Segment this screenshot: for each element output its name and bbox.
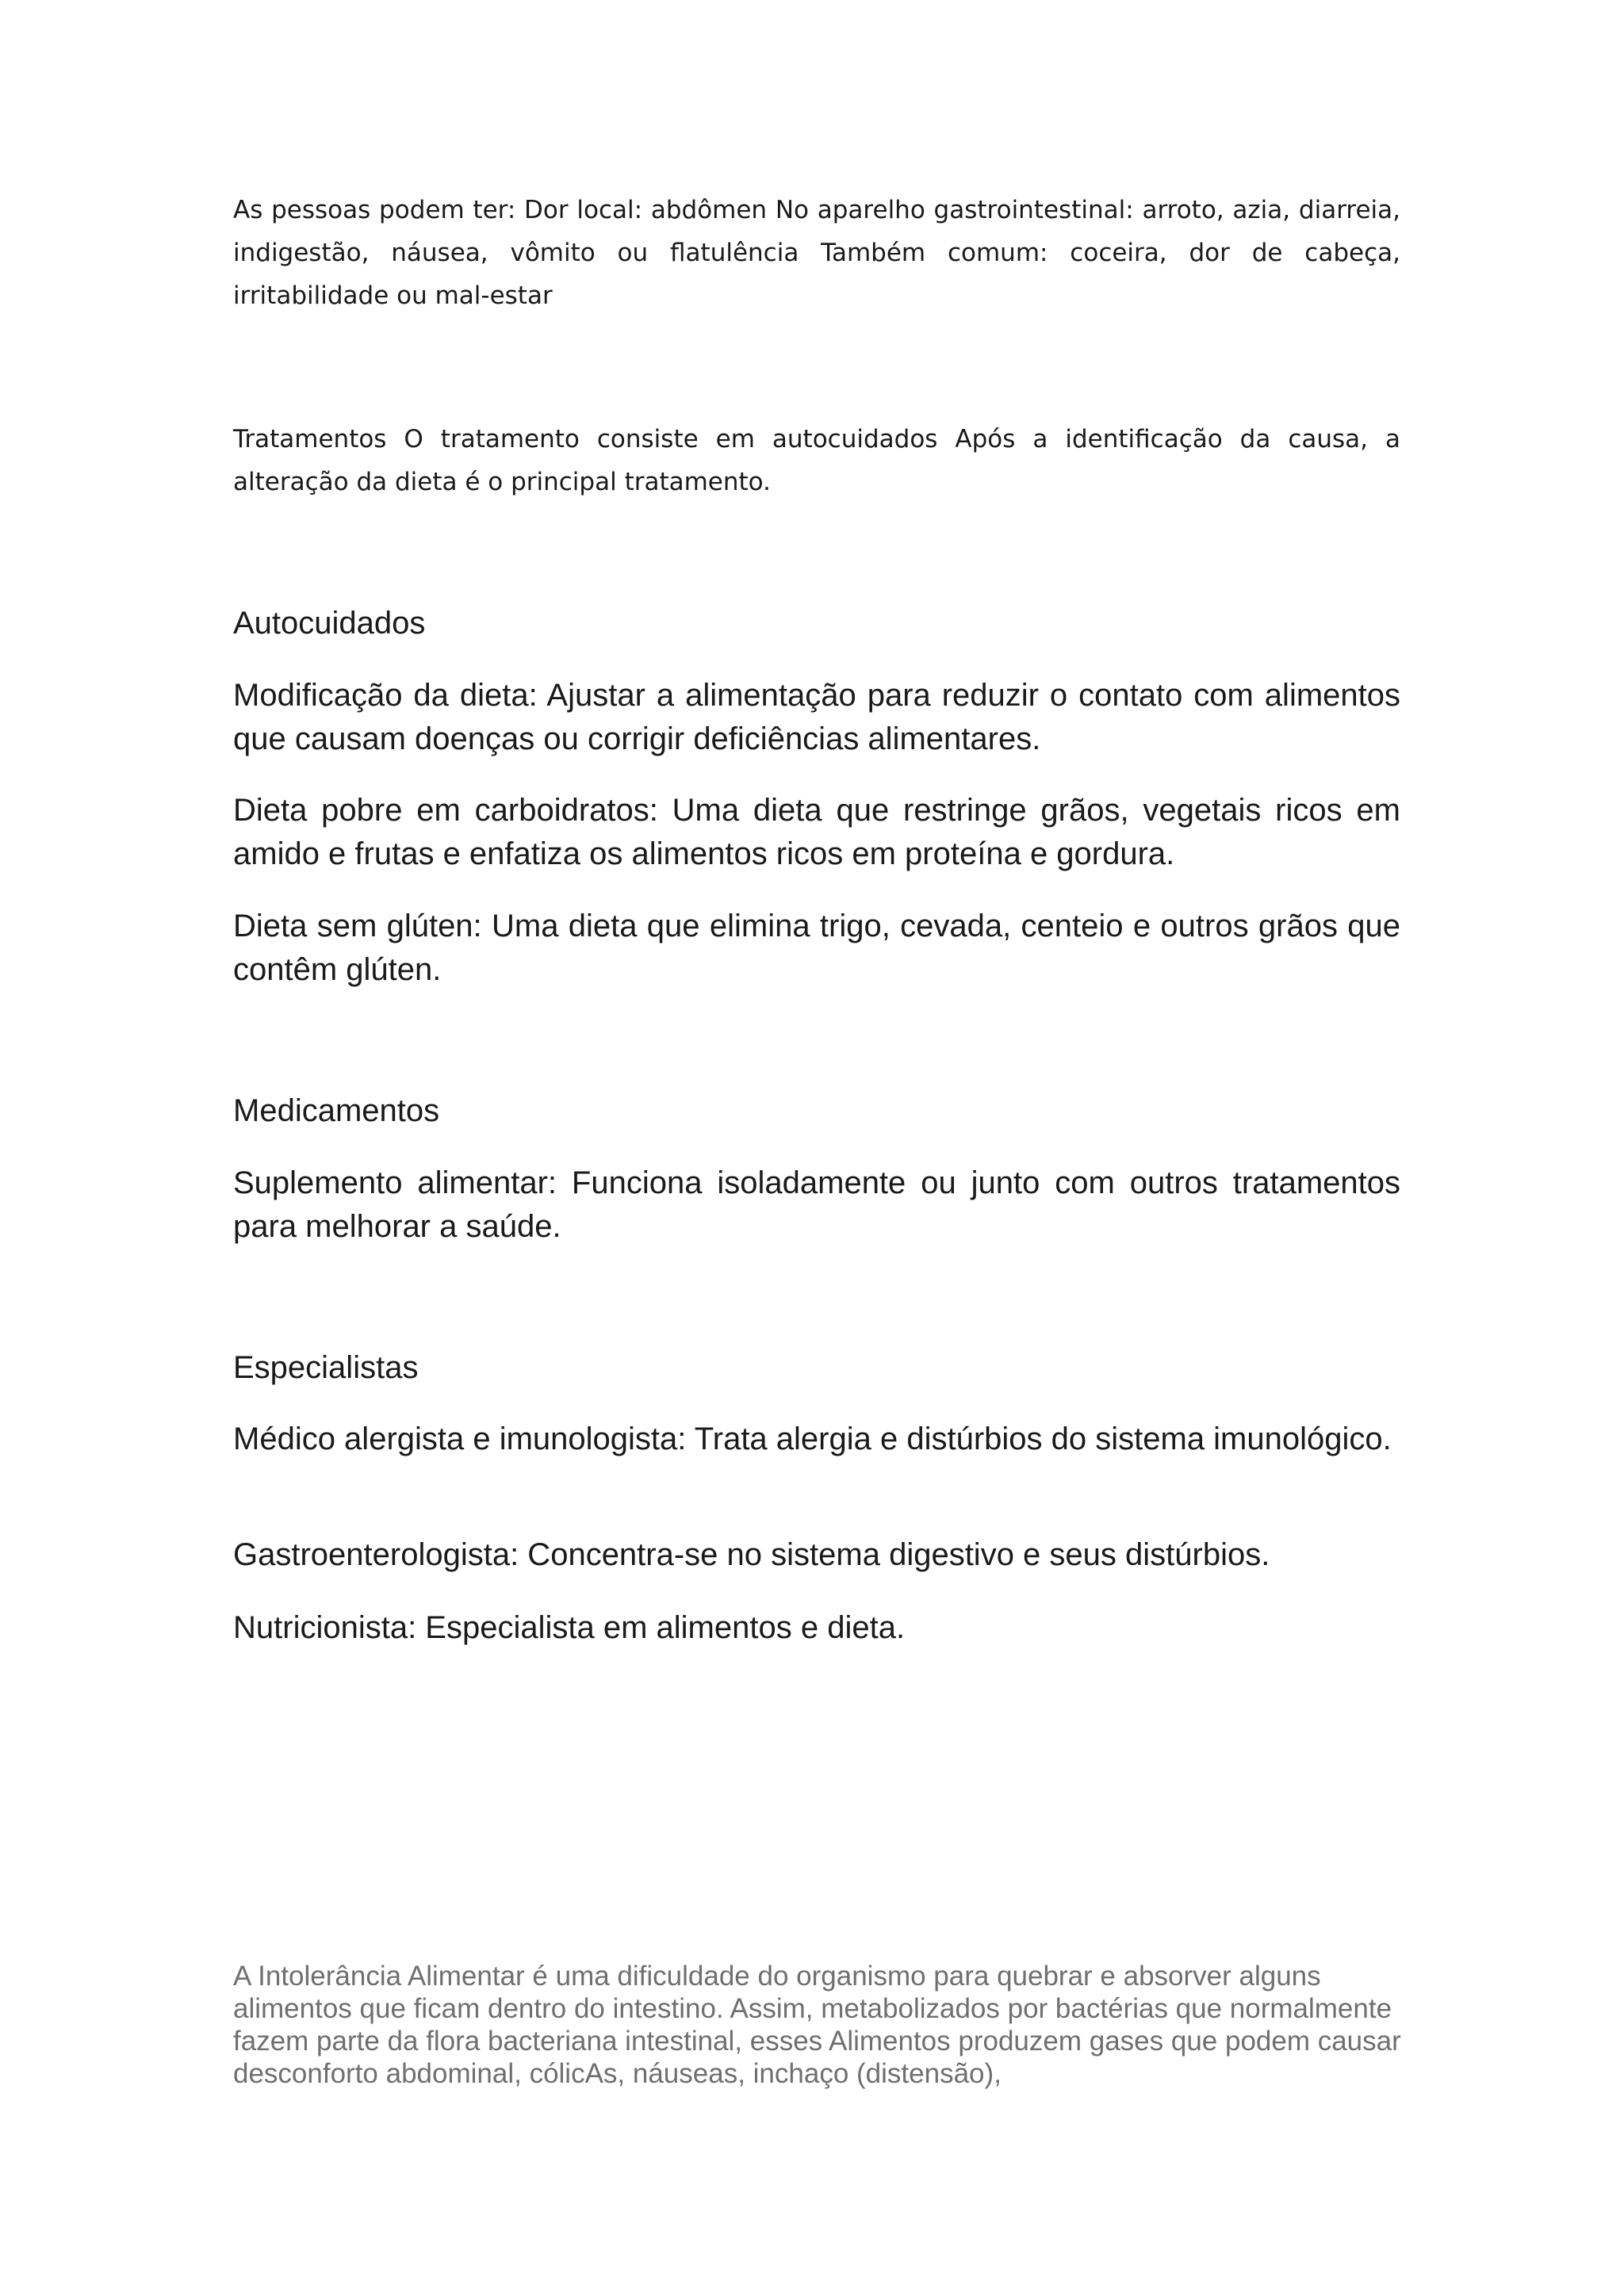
treatment-paragraph: Tratamentos O tratamento consiste em autocuidados Após a identificação da causa, a alteração da dieta é o principal tratamento. — [233, 425, 1400, 496]
selfcare-item-diet-modification: Modificação da dieta: Ajustar a alimentação para reduzir o contato com alimentos que causam doenças ou corrigir deficiências alimentares. — [233, 678, 1400, 756]
selfcare-item-gluten-free-diet: Dieta sem glúten: Uma dieta que elimina trigo, cevada, centeio e outros grãos que contêm glúten. — [233, 909, 1400, 987]
selfcare-heading: Autocuidados — [233, 606, 426, 641]
medications-heading: Medicamentos — [233, 1093, 440, 1128]
specialists-item-nutritionist: Nutricionista: Especialista em alimentos e dieta. — [233, 1610, 906, 1645]
medications-item-supplement: Suplemento alimentar: Funciona isoladamente ou junto com outros tratamentos para melhorar a saúde. — [233, 1165, 1400, 1244]
specialists-item-gastroenterologist: Gastroenterologista: Concentra-se no sistema digestivo e seus distúrbios. — [233, 1537, 1270, 1572]
symptoms-paragraph: As pessoas podem ter: Dor local: abdômen No aparelho gastrointestinal: arroto, azia, diarreia, indigestão, náusea, vômito ou flatulência Também comum: coceira, dor de cabeça, irritabilidade ou mal-estar — [233, 196, 1400, 310]
footer-note: A Intolerância Alimentar é uma dificuldade do organismo para quebrar e absorver alguns alimentos que ficam dentro do intestino. Assim, metabolizados por bactérias que normalmente fazem parte da flora bacteriana intestinal, esses Alimentos produzem gases que podem causar desconforto abdominal, cólicAs, náuseas, inchaço (distensão), — [233, 1961, 1401, 2089]
specialists-item-allergist: Médico alergista e imunologista: Trata alergia e distúrbios do sistema imunológico. — [233, 1422, 1392, 1456]
selfcare-item-low-carb-diet: Dieta pobre em carboidratos: Uma dieta que restringe grãos, vegetais ricos em amido e frutas e enfatiza os alimentos ricos em proteína e gordura. — [233, 793, 1400, 871]
specialists-heading: Especialistas — [233, 1350, 419, 1385]
